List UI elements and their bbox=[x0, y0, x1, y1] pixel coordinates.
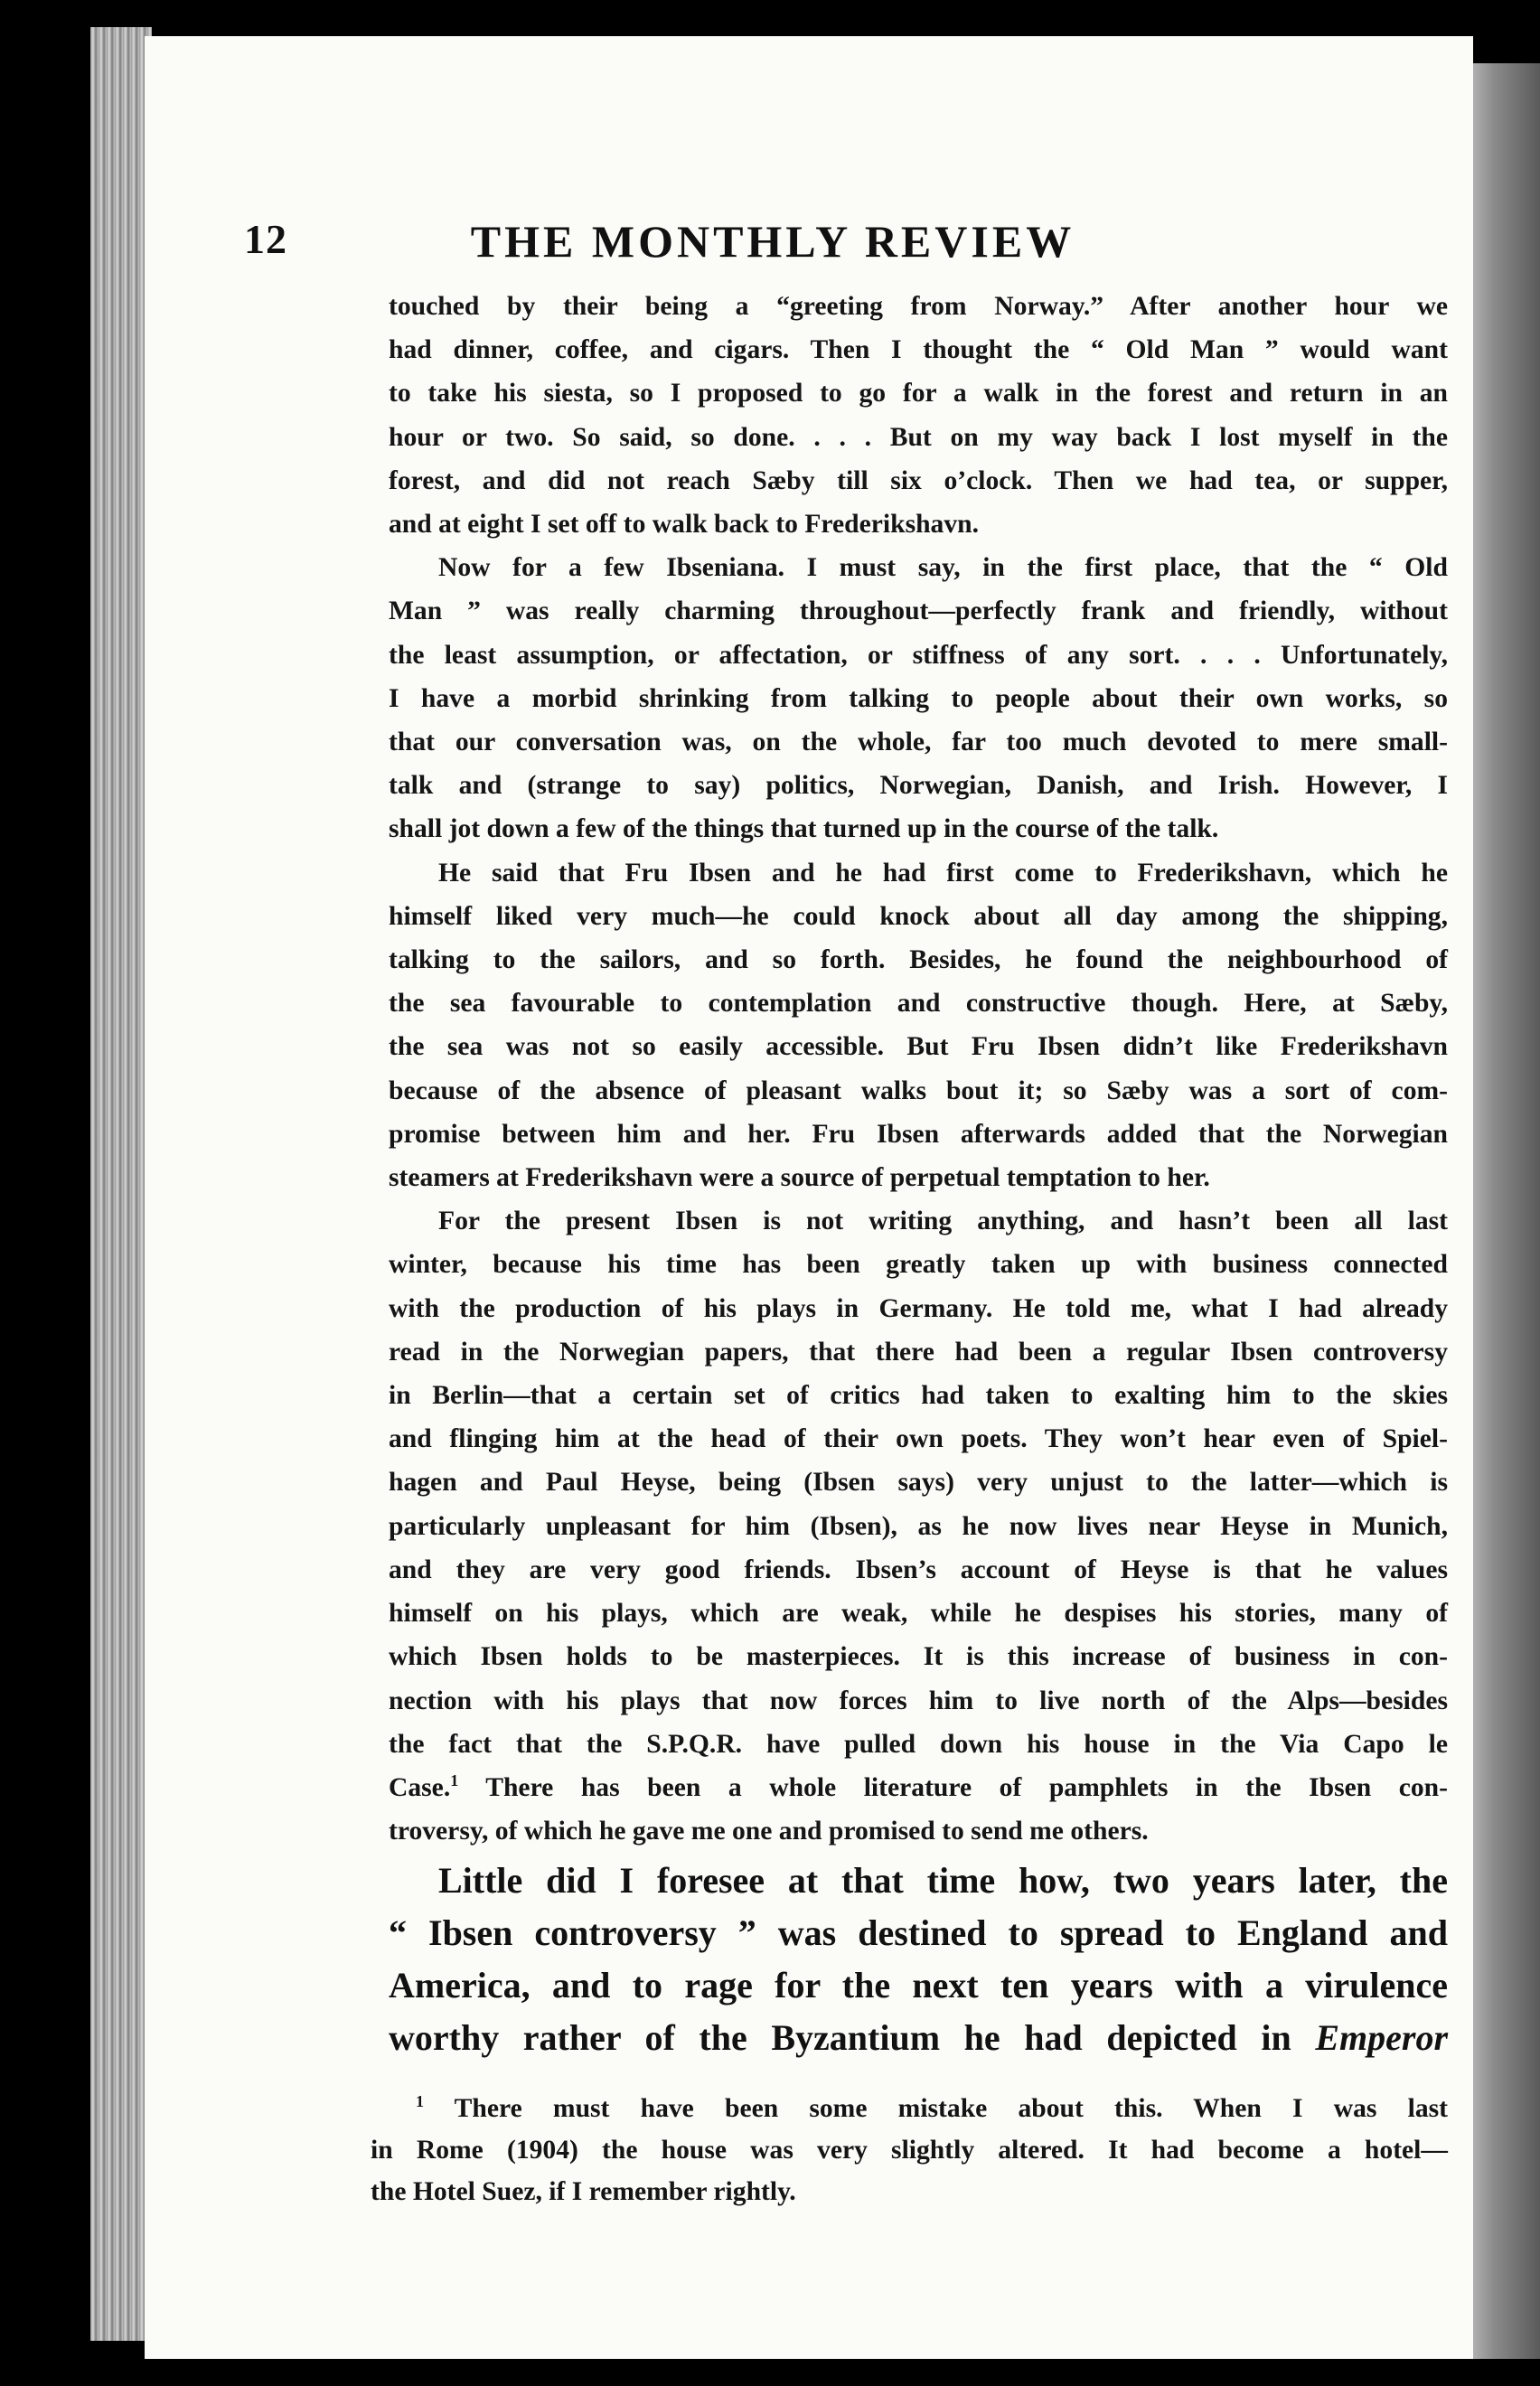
text-line: talking to the sailors, and so forth. Besides, he found the neighbourhood of bbox=[389, 945, 1448, 975]
running-title: THE MONTHLY REVIEW bbox=[470, 216, 1075, 267]
text-line: America, and to rage for the next ten years with a virulence bbox=[389, 1965, 1448, 2006]
text-line: hagen and Paul Heyse, being (Ibsen says) very unjust to the latter—which is bbox=[389, 1468, 1448, 1498]
text-fragment: There has been a whole literature of pamphlets in the Ibsen con- bbox=[458, 1772, 1448, 1802]
paragraph-4 bbox=[389, 1199, 1448, 1853]
footnote bbox=[371, 2088, 1448, 2212]
text-line: steamers at Frederikshavn were a source of perpetual temptation to her. bbox=[389, 1163, 1210, 1193]
page-header bbox=[244, 215, 1229, 278]
text-line: forest, and did not reach Sæby till six o’clock. Then we had tea, or supper, bbox=[389, 465, 1448, 495]
text-line bbox=[389, 1766, 1448, 1809]
text-line: troversy, of which he gave me one and promised to send me others. bbox=[389, 1817, 1149, 1846]
text-line: promise between him and her. Fru Ibsen afterwards added that the Norwegian bbox=[389, 1119, 1448, 1149]
text-line: nection with his plays that now forces him to live north of the Alps—besides bbox=[389, 1686, 1448, 1715]
text-line: the least assumption, or affectation, or stiffness of any sort. . . . Unfortunately, bbox=[389, 640, 1448, 670]
text-line: talk and (strange to say) politics, Norwegian, Danish, and Irish. However, I bbox=[389, 771, 1448, 801]
text-line: Now for a few Ibseniana. I must say, in the first place, that the “ Old bbox=[438, 553, 1448, 583]
text-line: hour or two. So said, so done. . . . But on my way back I lost myself in the bbox=[389, 422, 1448, 452]
text-line: Man ” was really charming throughout—perfectly frank and friendly, without bbox=[389, 596, 1448, 626]
text-line: I have a morbid shrinking from talking to people about their own works, so bbox=[389, 683, 1448, 713]
text-line: because of the absence of pleasant walks bout it; so Sæby was a sort of com- bbox=[389, 1076, 1448, 1105]
text-line: the sea was not so easily accessible. But Fru Ibsen didn’t like Frederikshavn bbox=[389, 1032, 1448, 1062]
text-line: himself liked very much—he could knock about all day among the shipping, bbox=[389, 901, 1448, 931]
text-line: the sea favourable to contemplation and constructive though. Here, at Sæby, bbox=[389, 989, 1448, 1019]
body-text bbox=[389, 285, 1448, 1853]
paragraph-1 bbox=[389, 285, 1448, 546]
text-line: For the present Ibsen is not writing anything, and hasn’t been all last bbox=[438, 1207, 1448, 1236]
footnote-reference: 1 bbox=[450, 1771, 459, 1790]
text-line: and flinging him at the head of their own poets. They won’t hear even of Spiel- bbox=[389, 1424, 1448, 1454]
text-line: particularly unpleasant for him (Ibsen), as he now lives near Heyse in Munich, bbox=[389, 1511, 1448, 1541]
text-line: read in the Norwegian papers, that there had been a regular Ibsen controversy bbox=[389, 1337, 1448, 1367]
text-fragment: Case. bbox=[389, 1772, 451, 1802]
facing-page-edge bbox=[1464, 63, 1540, 2359]
large-paragraph bbox=[389, 1855, 1448, 2064]
text-line: touched by their being a “greeting from Norway.” After another hour we bbox=[389, 292, 1448, 321]
text-fragment: worthy rather of the Byzantium he had depicted in bbox=[389, 2017, 1291, 2058]
page-edge-left bbox=[90, 27, 152, 2341]
text-line: and they are very good friends. Ibsen’s account of Heyse is that he values bbox=[389, 1555, 1448, 1584]
footnote-line: in Rome (1904) the house was very slightly altered. It had become a hotel— bbox=[371, 2136, 1448, 2165]
text-line: and at eight I set off to walk back to Frederikshavn. bbox=[389, 510, 979, 540]
text-line: with the production of his plays in Germany. He told me, what I had already bbox=[389, 1293, 1448, 1323]
text-line: that our conversation was, on the whole, far too much devoted to mere small- bbox=[389, 728, 1448, 757]
footnote-marker: 1 bbox=[416, 2092, 424, 2111]
text-line: had dinner, coffee, and cigars. Then I thought the “ Old Man ” would want bbox=[389, 335, 1448, 365]
text-line: shall jot down a few of the things that turned up in the course of the talk. bbox=[389, 814, 1219, 844]
text-line: which Ibsen holds to be masterpieces. It is this increase of business in con- bbox=[389, 1642, 1448, 1672]
text-line bbox=[389, 2012, 1448, 2064]
footnote-line bbox=[371, 2088, 1448, 2129]
text-line: himself on his plays, which are weak, while he despises his stories, many of bbox=[389, 1599, 1448, 1629]
text-line: Little did I foresee at that time how, two years later, the bbox=[438, 1860, 1448, 1901]
text-line: winter, because his time has been greatly taken up with business connected bbox=[389, 1250, 1448, 1280]
paragraph-2 bbox=[389, 546, 1448, 850]
page-number: 12 bbox=[244, 216, 287, 262]
paragraph-3 bbox=[389, 851, 1448, 1200]
text-fragment: There must have been some mistake about this. When I was last bbox=[454, 2094, 1448, 2123]
footnote-line: the Hotel Suez, if I remember rightly. bbox=[371, 2177, 796, 2206]
text-line: in Berlin—that a certain set of critics had taken to exalting him to the skies bbox=[389, 1381, 1448, 1411]
text-line: He said that Fru Ibsen and he had first come to Frederikshavn, which he bbox=[438, 858, 1448, 888]
text-line: the fact that the S.P.Q.R. have pulled down his house in the Via Capo le bbox=[389, 1729, 1448, 1759]
text-line: “ Ibsen controversy ” was destined to spread to England and bbox=[389, 1912, 1448, 1953]
italic-title: Emperor bbox=[1315, 2017, 1449, 2058]
text-line: to take his siesta, so I proposed to go for a walk in the forest and return in an bbox=[389, 379, 1448, 409]
